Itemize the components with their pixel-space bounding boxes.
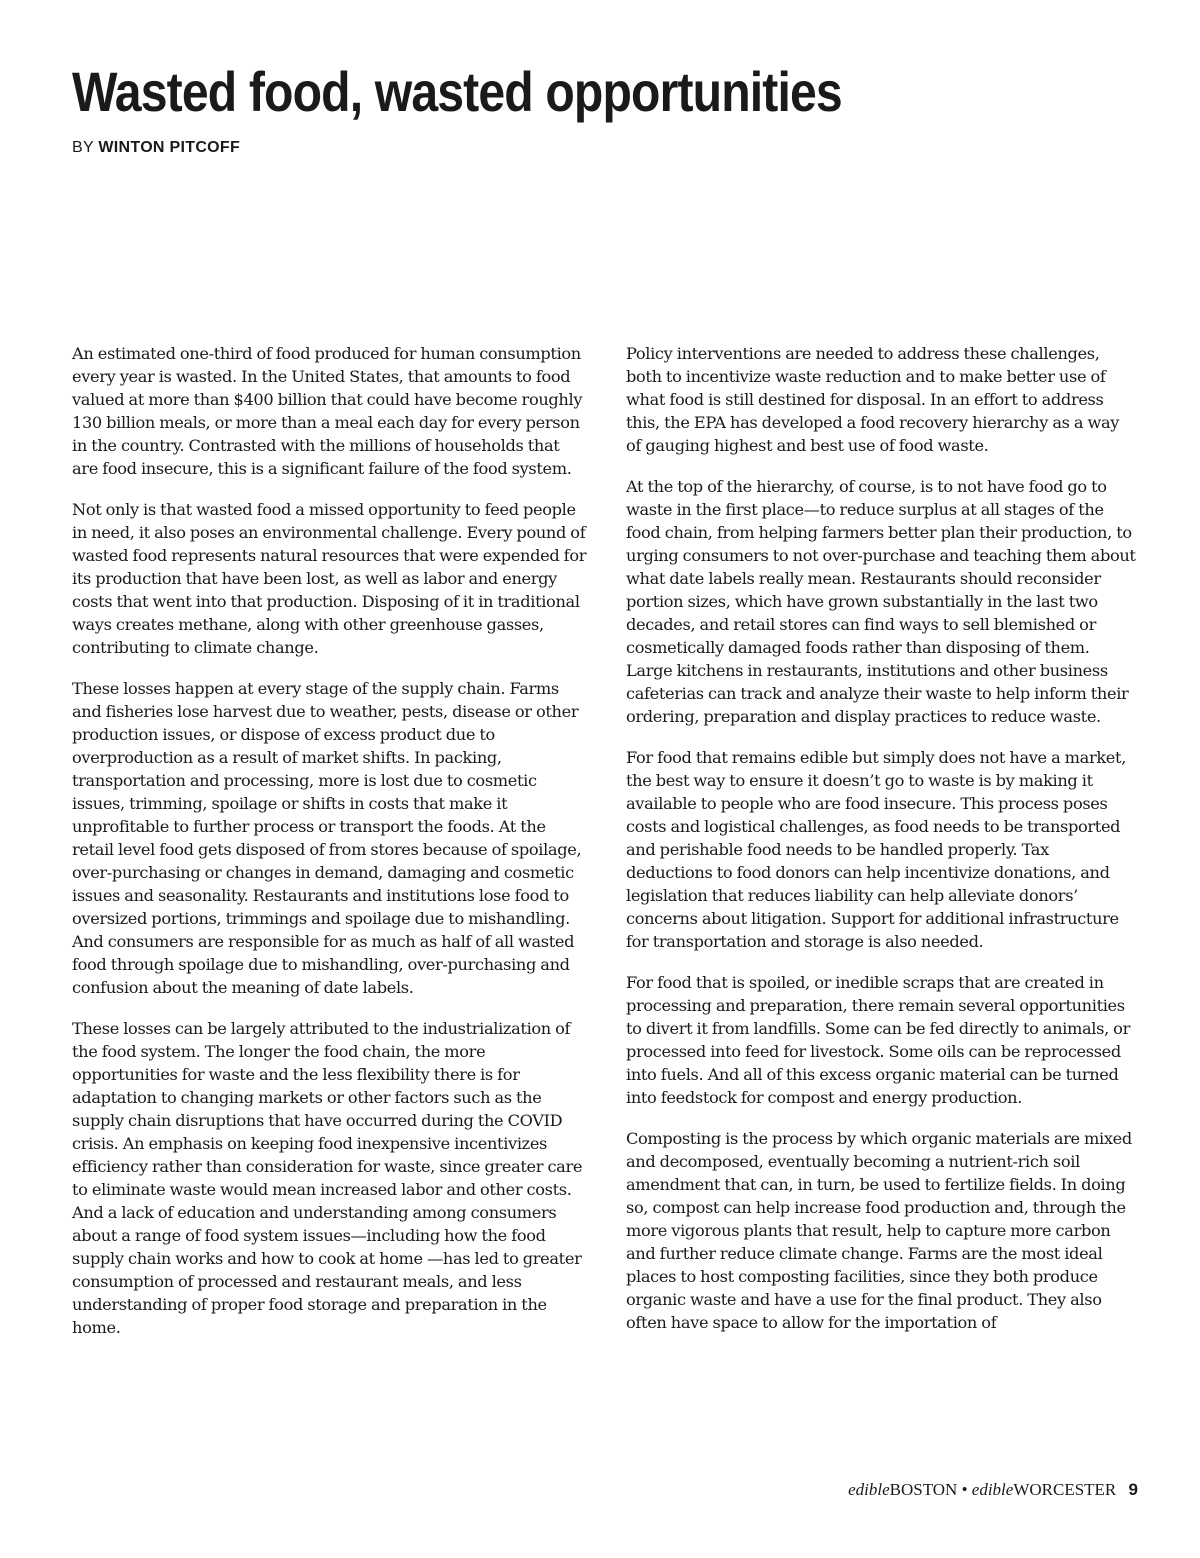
paragraph: Not only is that wasted food a missed opportunity to feed people in need, it also poses an environmental challenge. Every pound of wasted food represents natural resources that were expended for its production that have been lost, as well as labor and energy costs that went into that production. Disposing of it in traditional ways creates methane, along with other greenhouse gasses, contributing to climate change. bbox=[72, 500, 587, 657]
paragraph: At the top of the hierarchy, of course, is to not have food go to waste in the first place—to reduce surplus at all stages of the food chain, from helping farmers better plan their production, to urging consumers to not over-purchase and teaching them about what date labels really mean. Restaurants should reconsider portion sizes, which have grown substantially in the last two decades, and retail stores can find ways to sell blemished or cosmetically damaged foods rather than disposing of them. Large kitchens in restaurants, institutions and other business cafeterias can track and analyze their waste to help inform their ordering, preparation and display practices to reduce waste. bbox=[626, 477, 1136, 726]
footer-separator: • bbox=[961, 1480, 968, 1499]
page-number: 9 bbox=[1128, 1480, 1138, 1499]
byline-prefix: BY bbox=[72, 139, 94, 156]
body-column-left bbox=[72, 342, 588, 1357]
paragraph: An estimated one-third of food produced for human consumption every year is wasted. In the United States, that amounts to food valued at more than $400 billion that could have become roughly 130 billion meals, or more than a meal each day for every person in the country. Contrasted with the millions of households that are food insecure, this is a significant failure of the food system. bbox=[72, 344, 583, 478]
byline bbox=[72, 138, 240, 158]
brand-name: WORCESTER bbox=[1013, 1480, 1117, 1499]
page-footer bbox=[848, 1479, 1138, 1501]
paragraph: For food that is spoiled, or inedible scraps that are created in processing and preparation, there remain several opportunities to divert it from landfills. Some can be fed directly to animals, or processed into feed for livestock. Some oils can be reprocessed into fuels. And all of this excess organic material can be turned into feedstock for compost and energy production. bbox=[626, 973, 1130, 1107]
brand-prefix: edible bbox=[971, 1480, 1014, 1499]
paragraph: Policy interventions are needed to address these challenges, both to incentivize waste reduction and to make better use of what food is still destined for disposal. In an effort to address this, the EPA has developed a food recovery hierarchy as a way of gauging highest and best use of food waste. bbox=[626, 344, 1120, 455]
article-title: Wasted food, wasted opportunities bbox=[72, 60, 842, 123]
paragraph: These losses can be largely attributed to the industrialization of the food system. The longer the food chain, the more opportunities for waste and the less flexibility there is for adaptation to changing markets or other factors such as the supply chain disruptions that have occurred during the COVID crisis. An emphasis on keeping food inexpensive incentivizes efficiency rather than consideration for waste, since greater care to eliminate waste would mean increased labor and other costs. And a lack of education and understanding among consumers about a range of food system issues—including how the food supply chain works and how to cook at home —has led to greater consumption of processed and restaurant meals, and less understanding of proper food storage and preparation in the home. bbox=[72, 1019, 583, 1337]
paragraph: Composting is the process by which organic materials are mixed and decomposed, eventually becoming a nutrient-rich soil amendment that can, in turn, be used to fertilize fields. In doing so, compost can help increase food production and, through the more vigorous plants that result, help to capture more carbon and further reduce climate change. Farms are the most ideal places to host composting facilities, since they both produce organic waste and have a use for the final product. They also often have space to allow for the importation of bbox=[626, 1129, 1132, 1332]
body-column-right bbox=[626, 342, 1138, 1352]
author-name: WINTON PITCOFF bbox=[98, 139, 241, 156]
brand-prefix: edible bbox=[848, 1480, 890, 1499]
brand-name: BOSTON bbox=[889, 1480, 958, 1499]
paragraph: For food that remains edible but simply does not have a market, the best way to ensure it doesn’t go to waste is by making it available to people who are food insecure. This process poses costs and logistical challenges, as food needs to be transported and perishable food needs to be handled properly. Tax deductions to food donors can help incentivize donations, and legislation that reduces liability can help alleviate donors’ concerns about litigation. Support for additional infrastructure for transportation and storage is also needed. bbox=[626, 748, 1126, 951]
paragraph: These losses happen at every stage of the supply chain. Farms and fisheries lose harvest due to weather, pests, disease or other production issues, or dispose of excess product due to overproduction as a result of market shifts. In packing, transportation and processing, more is lost due to cosmetic issues, trimming, spoilage or shifts in costs that make it unprofitable to further process or transport the foods. At the retail level food gets disposed of from stores because of spoilage, over-purchasing or changes in demand, damaging and cosmetic issues and seasonality. Restaurants and institutions lose food to oversized portions, trimmings and spoilage due to mishandling. And consumers are responsible for as much as half of all wasted food through spoilage due to mishandling, over-purchasing and confusion about the meaning of date labels. bbox=[72, 679, 582, 997]
